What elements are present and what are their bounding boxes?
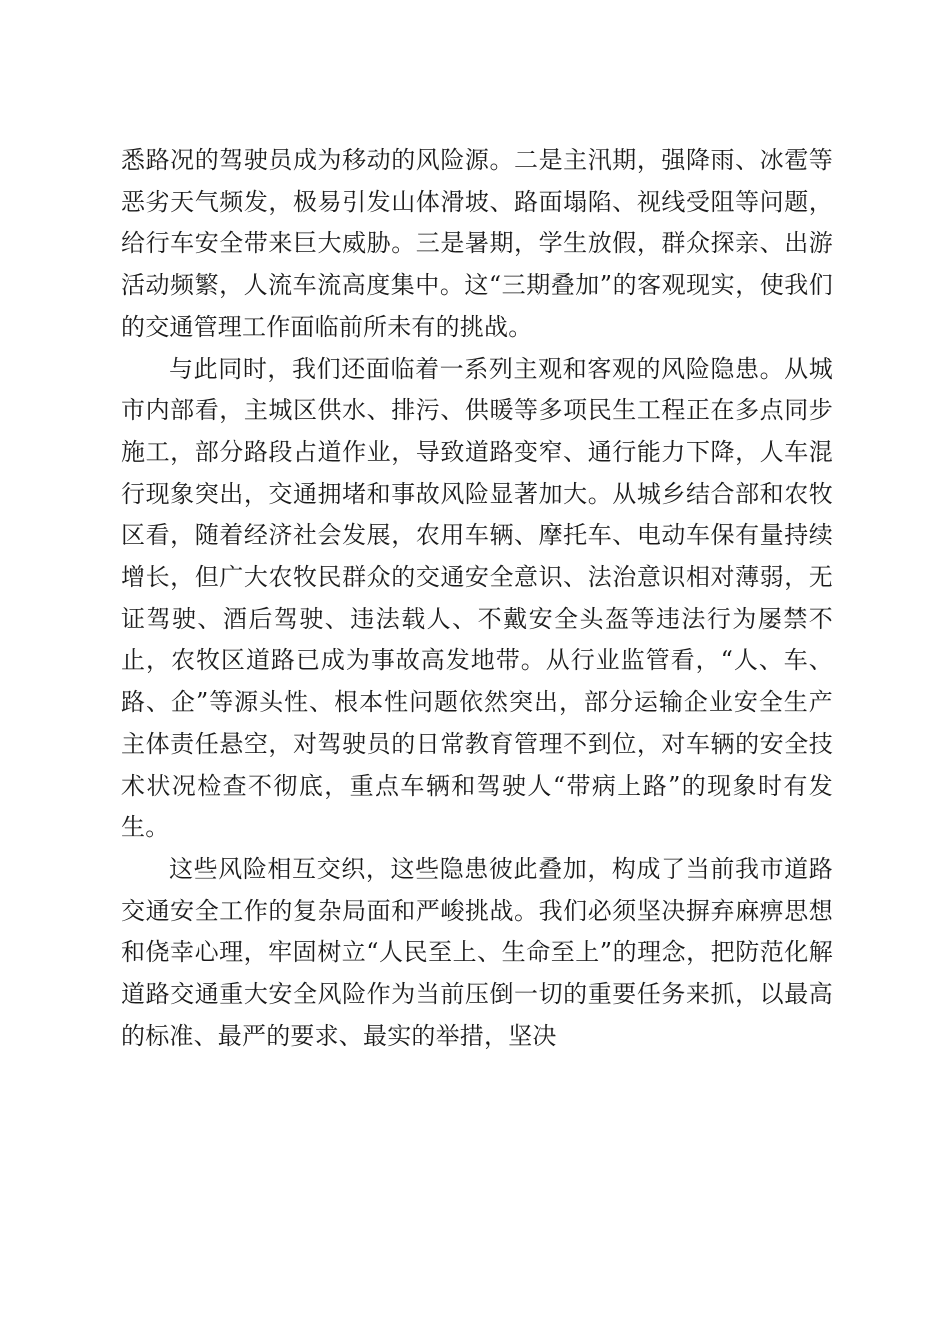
paragraph-continued: 悉路况的驾驶员成为移动的风险源。二是主汛期，强降雨、冰雹等恶劣天气频发，极易引发山体滑坡、路面塌陷、视线受阻等问题，给行车安全带来巨大威胁。三是暑期，学生放假，群众探亲、出游活动频繁，人流车流高度集中。这“三期叠加”的客观现实，使我们的交通管理工作面临前所未有的挑战。 [121,146,833,341]
paragraph-risks: 与此同时，我们还面临着一系列主观和客观的风险隐患。从城市内部看，主城区供水、排污、供暖等多项民生工程正在多点同步施工，部分路段占道作业，导致道路变窄、通行能力下降，人车混行现象突出，交通拥堵和事故风险显著加大。从城乡结合部和农牧区看，随着经济社会发展，农用车辆、摩托车、电动车保有量持续增长，但广大农牧民群众的交通安全意识、法治意识相对薄弱，无证驾驶、酒后驾驶、违法载人、不戴安全头盔等违法行为屡禁不止，农牧区道路已成为事故高发地带。从行业监管看，“人、车、路、企”等源头性、根本性问题依然突出，部分运输企业安全生产主体责任悬空，对驾驶员的日常教育管理不到位，对车辆的安全技术状况检查不彻底，重点车辆和驾驶人“带病上路”的现象时有发生。 [121,354,833,842]
document-body [121,140,833,1057]
paragraph-conclusion: 这些风险相互交织，这些隐患彼此叠加，构成了当前我市道路交通安全工作的复杂局面和严峻挑战。我们必须坚决摒弃麻痹思想和侥幸心理，牢固树立“人民至上、生命至上”的理念，把防范化解道路交通重大安全风险作为当前压倒一切的重要任务来抓，以最高的标准、最严的要求、最实的举措，坚决 [121,854,833,1050]
